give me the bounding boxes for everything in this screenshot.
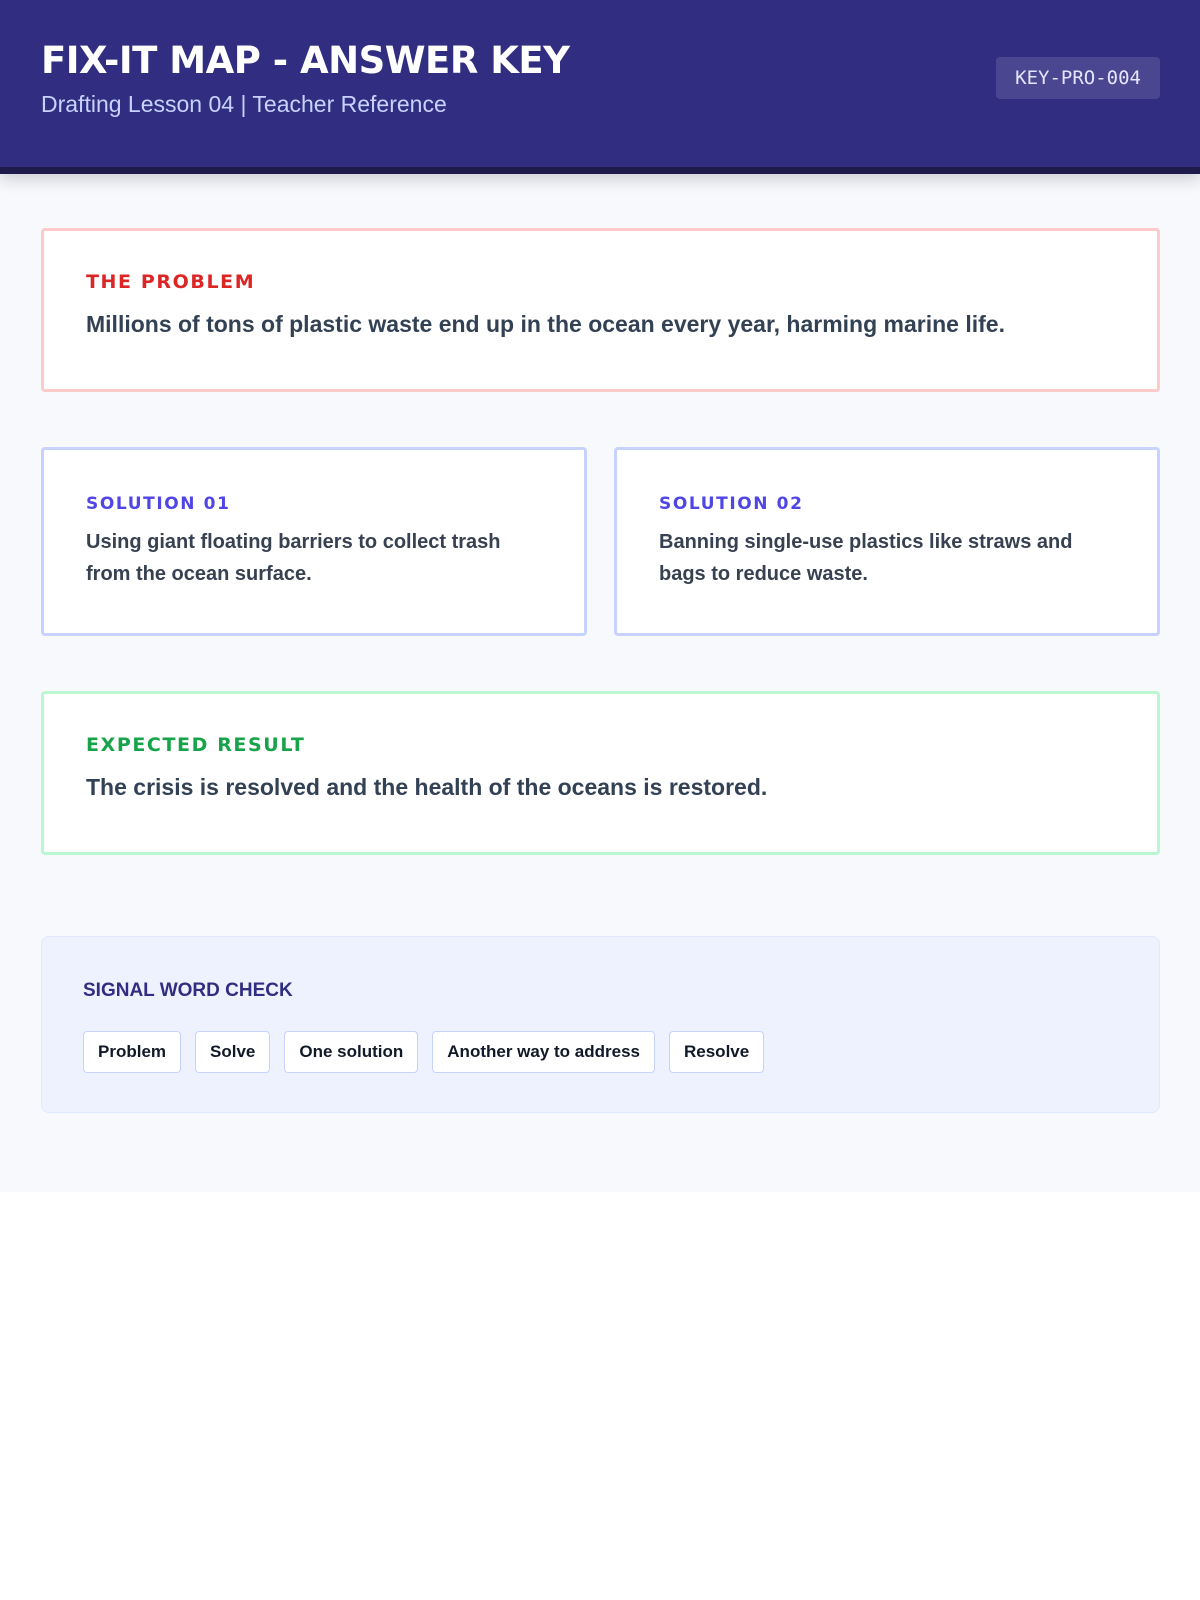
signal-word-chip: Resolve xyxy=(669,1031,764,1073)
solution-text: Banning single-use plastics like straws and bags to reduce waste. xyxy=(659,531,1073,585)
signal-word-chip: Problem xyxy=(83,1031,181,1073)
page-header xyxy=(0,0,1200,174)
problem-card xyxy=(41,228,1160,392)
signal-word-check-panel xyxy=(41,936,1160,1113)
problem-text: Millions of tons of plastic waste end up in the ocean every year, harming marine life. xyxy=(86,311,1005,337)
solution-card-1 xyxy=(41,447,587,636)
page-title: FIX-IT MAP - ANSWER KEY xyxy=(41,38,570,82)
expected-result-card xyxy=(41,691,1160,855)
page-subtitle: Drafting Lesson 04 | Teacher Reference xyxy=(41,90,447,117)
header-titles xyxy=(41,38,570,118)
solution-label: SOLUTION 02 xyxy=(659,494,804,514)
signal-word-chips xyxy=(83,1031,1118,1073)
signal-word-check-title: SIGNAL WORD CHECK xyxy=(83,980,293,1001)
signal-word-chip: Another way to address xyxy=(432,1031,655,1073)
solution-text: Using giant floating barriers to collect trash from the ocean surface. xyxy=(86,531,501,585)
main-content xyxy=(0,174,1200,1113)
solutions-row xyxy=(41,447,1160,636)
signal-word-chip: Solve xyxy=(195,1031,270,1073)
signal-word-chip: One solution xyxy=(284,1031,418,1073)
problem-label: THE PROBLEM xyxy=(86,271,256,293)
solution-card-2 xyxy=(614,447,1160,636)
answer-key-code-badge: KEY-PRO-004 xyxy=(996,57,1160,99)
result-label: EXPECTED RESULT xyxy=(86,734,306,756)
result-text: The crisis is resolved and the health of the oceans is restored. xyxy=(86,774,768,800)
solution-label: SOLUTION 01 xyxy=(86,494,231,514)
